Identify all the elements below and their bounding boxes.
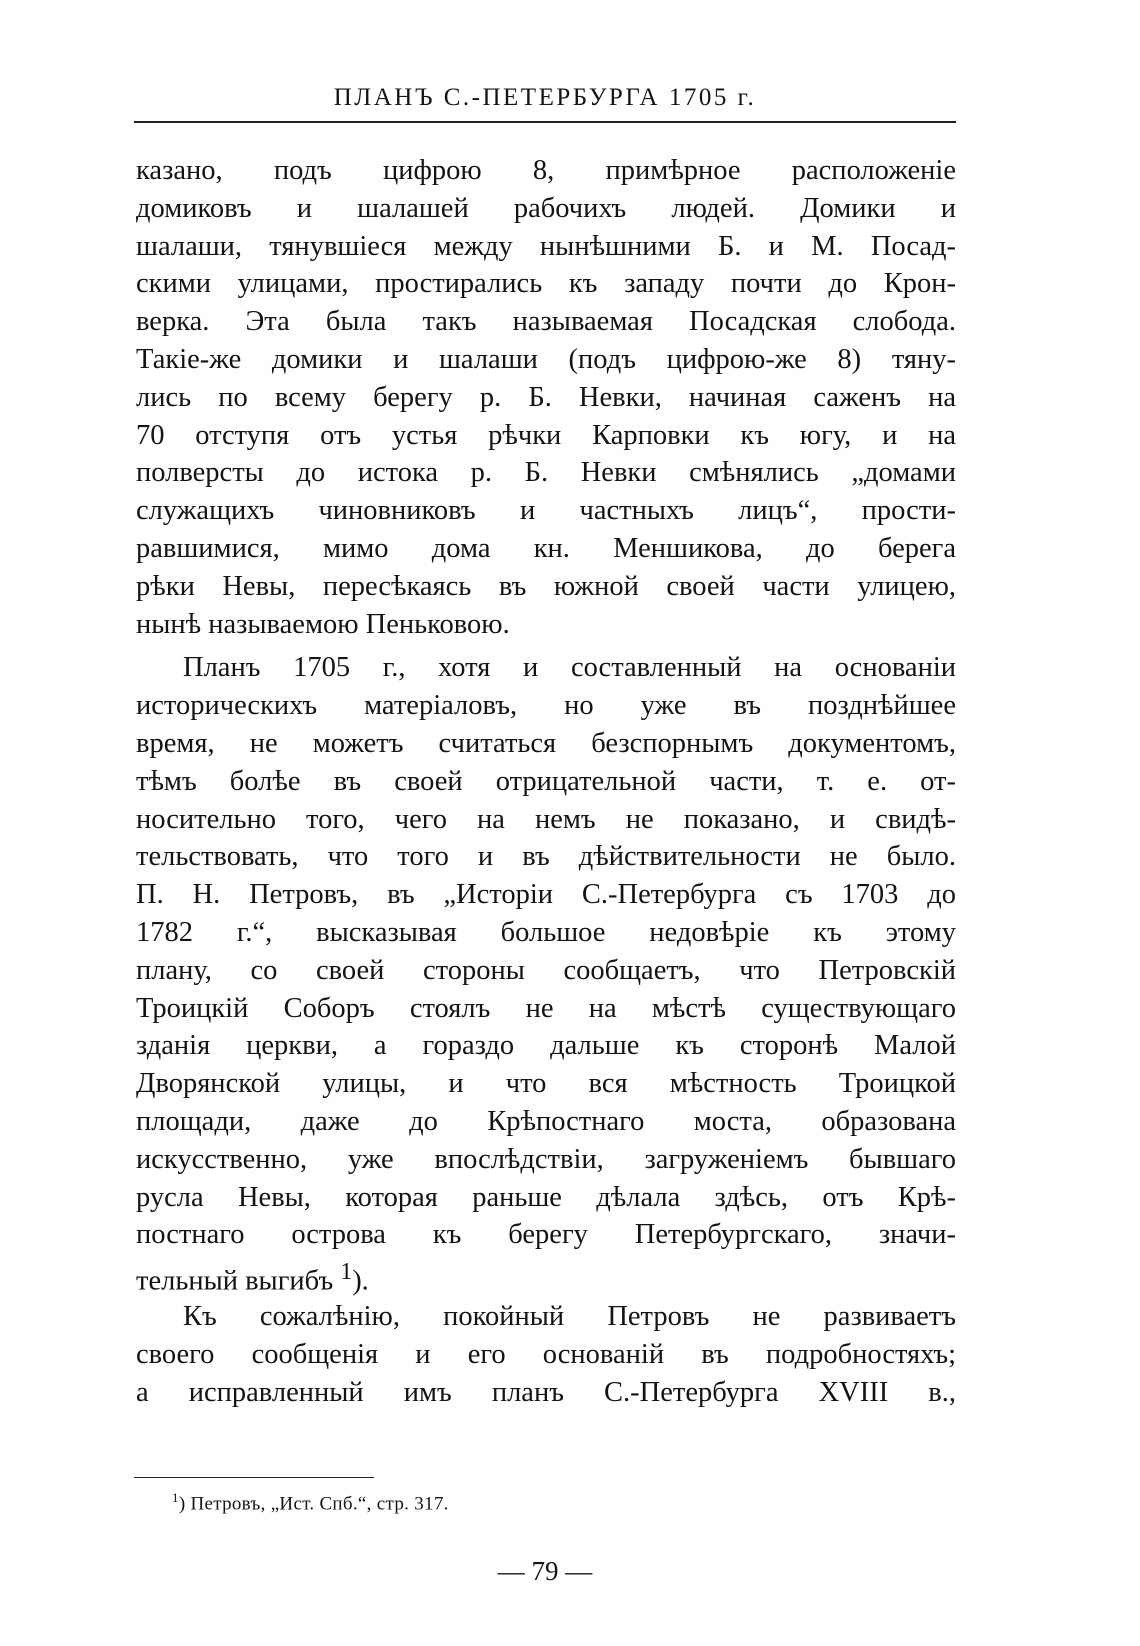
text-line: Троицкiй Соборъ стоялъ не на мѣстѣ существующаго [136, 992, 956, 1024]
text-line: домиковъ и шалашей рабочихъ людей. Домики и [136, 192, 956, 224]
text-line: 1782 г.“, высказывая большое недовѣрiе къ этому [136, 916, 956, 948]
text-line-content: тельный выгибъ [136, 1265, 334, 1297]
text-line: постнаго острова къ берегу Петербургскаго, значи- [136, 1219, 956, 1251]
text-line-tail: ). [352, 1265, 369, 1297]
text-line: нынѣ называемою Пеньковою. [136, 608, 510, 640]
text-line: Къ сожалѣнiю, покойный Петровъ не развиваетъ [183, 1300, 956, 1332]
text-line: лись по всему берегу р. Б. Невки, начиная саженъ на [136, 381, 956, 413]
header-rule [134, 121, 956, 123]
text-line: Планъ 1705 г., хотя и составленный на основанiи [183, 652, 956, 684]
footnote-text: ) Петровъ, „Ист. Спб.“, стр. 317. [178, 1493, 449, 1515]
text-line: Такiе-же домики и шалаши (подъ цифрою-же 8) тяну- [136, 343, 956, 375]
text-line: своего сообщенiя и его основанiй въ подробностяхъ; [136, 1338, 956, 1370]
text-line: казано, подъ цифрою 8, примѣрное расположенiе [136, 155, 956, 186]
text-line: 70 отступя отъ устья рѣчки Карповки къ югу, и на [136, 419, 956, 451]
text-line: шалаши, тянувшiеся между нынѣшними Б. и М. Посад- [136, 230, 956, 262]
text-line: скими улицами, простирались къ западу почти до Крон- [136, 268, 956, 300]
page-number: — 79 — [497, 1556, 593, 1586]
text-line: равшимися, мимо дома кн. Меншикова, до берега [136, 532, 956, 564]
text-line: площади, даже до Крѣпостнаго моста, образована [136, 1105, 956, 1137]
text-line: тельствовать, что того и въ дѣйствительности не было. [136, 841, 956, 873]
text-line: носительно того, чего на немъ не показано, и свидѣ- [136, 803, 956, 835]
text-line: искусственно, уже впослѣдствiи, загруженiемъ бывшаго [136, 1143, 956, 1175]
text-line: служащихъ чиновниковъ и частныхъ лицъ“, прости- [136, 495, 956, 527]
footnote-mark: 1 [172, 1490, 179, 1505]
text-line: а исправленный имъ планъ С.-Петербурга XVIII в., [136, 1376, 956, 1408]
text-line: время, не можетъ считаться безспорнымъ документомъ, [136, 727, 956, 759]
text-line: верка. Эта была такъ называемая Посадская слобода. [136, 306, 956, 338]
text-line [136, 1254, 956, 1297]
text-line: тѣмъ болѣе въ своей отрицательной части, т. е. от- [136, 765, 956, 797]
text-line: русла Невы, которая раньше дѣлала здѣсь, отъ Крѣ- [136, 1181, 956, 1213]
text-line: полверсты до истока р. Б. Невки смѣнялись „домами [136, 457, 956, 489]
body-text [136, 152, 956, 1411]
text-line: П. Н. Петровъ, въ „Исторiи С.-Петербурга съ 1703 до [136, 879, 956, 911]
footnote-rule [134, 1477, 374, 1478]
text-line: историческихъ матерiаловъ, но уже въ позднѣйшее [136, 690, 956, 722]
text-line: плану, со своей стороны сообщаетъ, что Петровскiй [136, 954, 956, 986]
text-line: Дворянской улицы, и что вся мѣстность Троицкой [136, 1068, 956, 1100]
footnote [172, 1490, 449, 1515]
text-line: зданiя церкви, а гораздо дальше къ сторонѣ Малой [136, 1030, 956, 1062]
text-line: рѣки Невы, пересѣкаясь въ южной своей части улицею, [136, 570, 956, 602]
footnote-reference[interactable]: 1 [340, 1259, 353, 1286]
running-head: ПЛАНЪ С.-ПЕТЕРБУРГА 1705 г. [333, 84, 757, 111]
